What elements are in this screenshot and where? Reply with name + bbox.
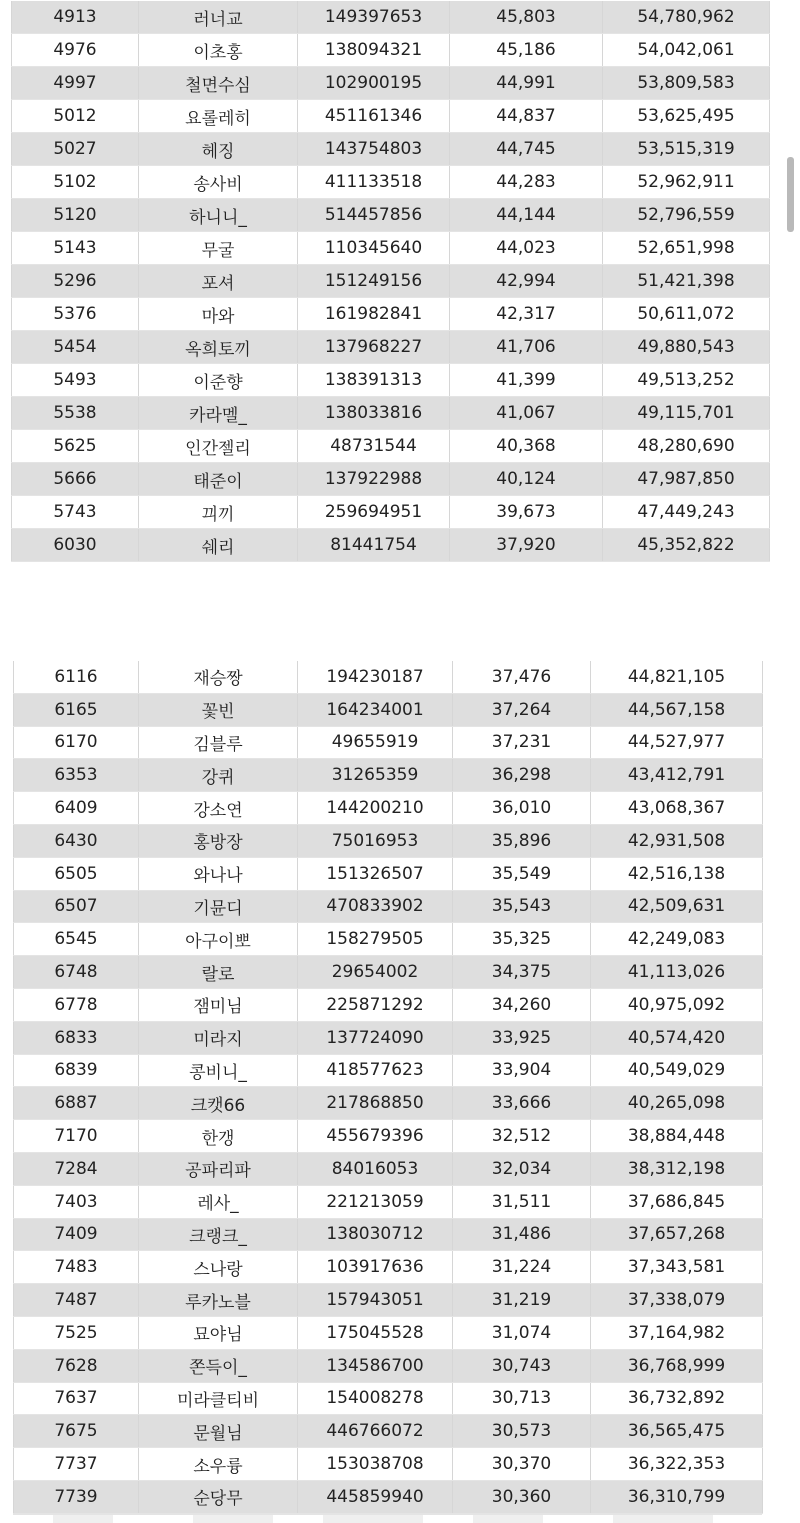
cell-name: 러너교 xyxy=(139,1,298,34)
cell-id: 75016953 xyxy=(298,824,453,857)
table-row xyxy=(14,1382,763,1415)
cell-amount: 51,421,398 xyxy=(603,265,770,298)
cell-id: 137968227 xyxy=(298,331,450,364)
table-row xyxy=(12,265,770,298)
cell-count: 37,231 xyxy=(453,726,591,759)
table-row xyxy=(14,1284,763,1317)
cell-name: 홍방장 xyxy=(139,824,298,857)
cell-name: 하니니_ xyxy=(139,199,298,232)
table-row xyxy=(14,1185,763,1218)
cell-rank: 5625 xyxy=(12,430,139,463)
cell-amount: 37,338,079 xyxy=(591,1284,763,1317)
cell-amount: 53,515,319 xyxy=(603,133,770,166)
table-row xyxy=(14,1480,763,1513)
cell-count: 44,837 xyxy=(450,100,603,133)
cell-name: 인간젤리 xyxy=(139,430,298,463)
cell-count: 35,549 xyxy=(453,857,591,890)
cell-count: 30,370 xyxy=(453,1448,591,1481)
cell-name: 헤징 xyxy=(139,133,298,166)
cell-id: 110345640 xyxy=(298,232,450,265)
cell-rank: 5143 xyxy=(12,232,139,265)
table-row xyxy=(12,67,770,100)
cell-name: 레사_ xyxy=(139,1185,298,1218)
cell-amount: 38,884,448 xyxy=(591,1120,763,1153)
cell-rank: 6505 xyxy=(14,857,139,890)
cell-count: 33,666 xyxy=(453,1087,591,1120)
cell-rank: 5743 xyxy=(12,496,139,529)
cell-count: 37,264 xyxy=(453,693,591,726)
table-row xyxy=(12,397,770,430)
cell-id: 138094321 xyxy=(298,34,450,67)
cell-rank: 6507 xyxy=(14,890,139,923)
cell-count: 34,260 xyxy=(453,988,591,1021)
table-row xyxy=(12,496,770,529)
table-row xyxy=(14,1152,763,1185)
cell-amount: 40,574,420 xyxy=(591,1021,763,1054)
cell-amount: 38,312,198 xyxy=(591,1152,763,1185)
cell-amount: 53,809,583 xyxy=(603,67,770,100)
cell-amount: 43,068,367 xyxy=(591,792,763,825)
table-row xyxy=(12,298,770,331)
cell-amount: 42,931,508 xyxy=(591,824,763,857)
cell-id: 138391313 xyxy=(298,364,450,397)
cell-rank: 7170 xyxy=(14,1120,139,1153)
cell-name: 미라클티비 xyxy=(139,1382,298,1415)
cell-rank: 6165 xyxy=(14,693,139,726)
cell-amount: 53,625,495 xyxy=(603,100,770,133)
table-row xyxy=(14,857,763,890)
ranking-table-top-body xyxy=(12,1,770,562)
cell-rank: 6778 xyxy=(14,988,139,1021)
cell-amount: 36,322,353 xyxy=(591,1448,763,1481)
cell-rank: 7284 xyxy=(14,1152,139,1185)
table-row xyxy=(14,759,763,792)
cell-id: 217868850 xyxy=(298,1087,453,1120)
cell-name: 소우륭 xyxy=(139,1448,298,1481)
cell-rank: 7409 xyxy=(14,1218,139,1251)
cell-count: 41,399 xyxy=(450,364,603,397)
cell-rank: 6170 xyxy=(14,726,139,759)
cell-count: 39,673 xyxy=(450,496,603,529)
cell-id: 411133518 xyxy=(298,166,450,199)
table-row xyxy=(12,232,770,265)
table-row xyxy=(12,166,770,199)
ranking-table-bottom xyxy=(13,661,763,1514)
cell-id: 451161346 xyxy=(298,100,450,133)
cell-count: 42,317 xyxy=(450,298,603,331)
cell-id: 137922988 xyxy=(298,463,450,496)
cell-rank: 7737 xyxy=(14,1448,139,1481)
cell-amount: 48,280,690 xyxy=(603,430,770,463)
cell-count: 44,745 xyxy=(450,133,603,166)
cell-id: 134586700 xyxy=(298,1349,453,1382)
table-row xyxy=(12,133,770,166)
cell-id: 470833902 xyxy=(298,890,453,923)
cell-name: 강퀴 xyxy=(139,759,298,792)
cell-amount: 54,780,962 xyxy=(603,1,770,34)
cell-count: 44,283 xyxy=(450,166,603,199)
cell-id: 153038708 xyxy=(298,1448,453,1481)
cell-id: 143754803 xyxy=(298,133,450,166)
cell-rank: 5538 xyxy=(12,397,139,430)
cell-name: 송사비 xyxy=(139,166,298,199)
cell-count: 33,904 xyxy=(453,1054,591,1087)
table-row xyxy=(14,726,763,759)
cell-amount: 49,513,252 xyxy=(603,364,770,397)
cell-name: 태준이 xyxy=(139,463,298,496)
cell-count: 40,368 xyxy=(450,430,603,463)
cell-name: 옥희토끼 xyxy=(139,331,298,364)
cell-name: 스나랑 xyxy=(139,1251,298,1284)
table-row xyxy=(14,693,763,726)
cell-rank: 4913 xyxy=(12,1,139,34)
table-row xyxy=(14,956,763,989)
cell-id: 154008278 xyxy=(298,1382,453,1415)
table-row xyxy=(14,988,763,1021)
cell-amount: 52,962,911 xyxy=(603,166,770,199)
cell-name: 철면수심 xyxy=(139,67,298,100)
cell-name: 미라지 xyxy=(139,1021,298,1054)
cell-id: 225871292 xyxy=(298,988,453,1021)
table-row xyxy=(14,1120,763,1153)
cell-name: 이준향 xyxy=(139,364,298,397)
cell-rank: 6887 xyxy=(14,1087,139,1120)
cell-id: 418577623 xyxy=(298,1054,453,1087)
cell-id: 144200210 xyxy=(298,792,453,825)
cell-name: 강소연 xyxy=(139,792,298,825)
cell-id: 49655919 xyxy=(298,726,453,759)
cell-id: 81441754 xyxy=(298,529,450,562)
cell-count: 45,803 xyxy=(450,1,603,34)
cell-count: 36,010 xyxy=(453,792,591,825)
cell-name: 한갱 xyxy=(139,1120,298,1153)
cell-rank: 4976 xyxy=(12,34,139,67)
cell-count: 35,896 xyxy=(453,824,591,857)
cell-id: 514457856 xyxy=(298,199,450,232)
cell-id: 161982841 xyxy=(298,298,450,331)
cell-amount: 36,310,799 xyxy=(591,1480,763,1513)
cell-rank: 6839 xyxy=(14,1054,139,1087)
cell-id: 137724090 xyxy=(298,1021,453,1054)
cell-rank: 5666 xyxy=(12,463,139,496)
table-row xyxy=(14,923,763,956)
cell-count: 31,486 xyxy=(453,1218,591,1251)
cell-name: 재승짱 xyxy=(139,661,298,693)
cell-count: 32,034 xyxy=(453,1152,591,1185)
table-row xyxy=(14,1316,763,1349)
table-row xyxy=(12,331,770,364)
ranking-table-top xyxy=(11,1,770,562)
cell-count: 30,743 xyxy=(453,1349,591,1382)
cell-id: 29654002 xyxy=(298,956,453,989)
cell-amount: 37,164,982 xyxy=(591,1316,763,1349)
cell-amount: 41,113,026 xyxy=(591,956,763,989)
cell-count: 34,375 xyxy=(453,956,591,989)
cell-rank: 5454 xyxy=(12,331,139,364)
cell-rank: 7628 xyxy=(14,1349,139,1382)
cell-amount: 49,880,543 xyxy=(603,331,770,364)
cell-name: 마와 xyxy=(139,298,298,331)
cell-id: 221213059 xyxy=(298,1185,453,1218)
cell-amount: 50,611,072 xyxy=(603,298,770,331)
cell-name: 꽃빈 xyxy=(139,693,298,726)
scrollbar-thumb[interactable] xyxy=(787,157,794,232)
cell-id: 455679396 xyxy=(298,1120,453,1153)
cell-rank: 5376 xyxy=(12,298,139,331)
cell-name: 순당무 xyxy=(139,1480,298,1513)
cell-name: 루카노블 xyxy=(139,1284,298,1317)
cell-rank: 7403 xyxy=(14,1185,139,1218)
cell-name: 이초홍 xyxy=(139,34,298,67)
cell-rank: 7637 xyxy=(14,1382,139,1415)
cell-amount: 40,975,092 xyxy=(591,988,763,1021)
cell-amount: 42,249,083 xyxy=(591,923,763,956)
cell-rank: 5012 xyxy=(12,100,139,133)
cell-amount: 36,565,475 xyxy=(591,1415,763,1448)
cell-id: 103917636 xyxy=(298,1251,453,1284)
cell-rank: 5120 xyxy=(12,199,139,232)
ranking-table-bottom-body xyxy=(14,661,763,1513)
table-row xyxy=(12,430,770,463)
cell-id: 138030712 xyxy=(298,1218,453,1251)
cell-rank: 7739 xyxy=(14,1480,139,1513)
cell-name: 묘야님 xyxy=(139,1316,298,1349)
table-row xyxy=(12,34,770,67)
cell-id: 194230187 xyxy=(298,661,453,693)
cell-name: 기뮨디 xyxy=(139,890,298,923)
cell-amount: 47,987,850 xyxy=(603,463,770,496)
cell-amount: 42,509,631 xyxy=(591,890,763,923)
cell-count: 41,706 xyxy=(450,331,603,364)
table-row xyxy=(14,1054,763,1087)
table-row xyxy=(14,1087,763,1120)
cell-amount: 37,343,581 xyxy=(591,1251,763,1284)
cell-count: 31,219 xyxy=(453,1284,591,1317)
table-row xyxy=(12,529,770,562)
cell-amount: 40,549,029 xyxy=(591,1054,763,1087)
cell-amount: 37,657,268 xyxy=(591,1218,763,1251)
cell-name: 잼미님 xyxy=(139,988,298,1021)
cell-count: 31,224 xyxy=(453,1251,591,1284)
cell-amount: 47,449,243 xyxy=(603,496,770,529)
cell-id: 138033816 xyxy=(298,397,450,430)
cell-rank: 7525 xyxy=(14,1316,139,1349)
table-row xyxy=(14,1251,763,1284)
cell-id: 151249156 xyxy=(298,265,450,298)
cell-count: 33,925 xyxy=(453,1021,591,1054)
table-row xyxy=(14,661,763,693)
cell-name: 랄로 xyxy=(139,956,298,989)
cell-count: 35,325 xyxy=(453,923,591,956)
cell-amount: 45,352,822 xyxy=(603,529,770,562)
cell-rank: 5027 xyxy=(12,133,139,166)
cell-id: 158279505 xyxy=(298,923,453,956)
table-row xyxy=(14,1415,763,1448)
cell-count: 44,023 xyxy=(450,232,603,265)
cell-amount: 52,796,559 xyxy=(603,199,770,232)
cell-amount: 44,821,105 xyxy=(591,661,763,693)
cell-amount: 54,042,061 xyxy=(603,34,770,67)
cell-name: 쉐리 xyxy=(139,529,298,562)
cell-name: 포셔 xyxy=(139,265,298,298)
cell-amount: 36,732,892 xyxy=(591,1382,763,1415)
table-row xyxy=(14,1448,763,1481)
cell-amount: 36,768,999 xyxy=(591,1349,763,1382)
table-row xyxy=(14,890,763,923)
cell-count: 35,543 xyxy=(453,890,591,923)
cell-amount: 44,567,158 xyxy=(591,693,763,726)
table-row xyxy=(12,463,770,496)
cell-name: 공파리파 xyxy=(139,1152,298,1185)
cell-rank: 5296 xyxy=(12,265,139,298)
table-row xyxy=(14,1349,763,1382)
cell-count: 44,144 xyxy=(450,199,603,232)
cell-name: 무굴 xyxy=(139,232,298,265)
cell-id: 48731544 xyxy=(298,430,450,463)
cell-name: 크랭크_ xyxy=(139,1218,298,1251)
table-row xyxy=(12,364,770,397)
cell-name: 콩비니_ xyxy=(139,1054,298,1087)
table-row xyxy=(14,824,763,857)
cell-count: 32,512 xyxy=(453,1120,591,1153)
cell-id: 445859940 xyxy=(298,1480,453,1513)
cell-amount: 49,115,701 xyxy=(603,397,770,430)
cell-name: 카라멜_ xyxy=(139,397,298,430)
cell-amount: 44,527,977 xyxy=(591,726,763,759)
cell-name: 끠끼 xyxy=(139,496,298,529)
cell-rank: 5102 xyxy=(12,166,139,199)
table-row xyxy=(12,199,770,232)
cell-count: 45,186 xyxy=(450,34,603,67)
cell-count: 37,920 xyxy=(450,529,603,562)
cell-count: 31,511 xyxy=(453,1185,591,1218)
cell-rank: 7675 xyxy=(14,1415,139,1448)
cell-name: 크캣66 xyxy=(139,1087,298,1120)
cell-rank: 6833 xyxy=(14,1021,139,1054)
cell-count: 40,124 xyxy=(450,463,603,496)
cell-amount: 43,412,791 xyxy=(591,759,763,792)
table-row xyxy=(14,792,763,825)
cell-rank: 6409 xyxy=(14,792,139,825)
cell-amount: 42,516,138 xyxy=(591,857,763,890)
cell-count: 30,573 xyxy=(453,1415,591,1448)
cell-count: 30,360 xyxy=(453,1480,591,1513)
cell-id: 446766072 xyxy=(298,1415,453,1448)
cell-count: 36,298 xyxy=(453,759,591,792)
cell-name: 쫀득이_ xyxy=(139,1349,298,1382)
cell-id: 102900195 xyxy=(298,67,450,100)
cell-id: 84016053 xyxy=(298,1152,453,1185)
cell-id: 175045528 xyxy=(298,1316,453,1349)
cell-name: 요롤레히 xyxy=(139,100,298,133)
cell-rank: 6116 xyxy=(14,661,139,693)
cell-count: 31,074 xyxy=(453,1316,591,1349)
cell-count: 37,476 xyxy=(453,661,591,693)
cell-rank: 6353 xyxy=(14,759,139,792)
cell-rank: 6545 xyxy=(14,923,139,956)
cell-id: 151326507 xyxy=(298,857,453,890)
cell-rank: 5493 xyxy=(12,364,139,397)
table-row xyxy=(14,1218,763,1251)
cell-count: 44,991 xyxy=(450,67,603,100)
cell-count: 42,994 xyxy=(450,265,603,298)
cell-amount: 52,651,998 xyxy=(603,232,770,265)
cell-id: 164234001 xyxy=(298,693,453,726)
cell-name: 아구이뽀 xyxy=(139,923,298,956)
cell-rank: 7483 xyxy=(14,1251,139,1284)
cell-rank: 6748 xyxy=(14,956,139,989)
table-row xyxy=(14,1021,763,1054)
cell-count: 30,713 xyxy=(453,1382,591,1415)
cell-name: 와나나 xyxy=(139,857,298,890)
cell-name: 문월님 xyxy=(139,1415,298,1448)
cell-count: 41,067 xyxy=(450,397,603,430)
cell-id: 259694951 xyxy=(298,496,450,529)
cell-rank: 4997 xyxy=(12,67,139,100)
cell-amount: 37,686,845 xyxy=(591,1185,763,1218)
cell-rank: 7487 xyxy=(14,1284,139,1317)
cell-id: 31265359 xyxy=(298,759,453,792)
cell-amount: 40,265,098 xyxy=(591,1087,763,1120)
cell-rank: 6030 xyxy=(12,529,139,562)
cell-name: 김블루 xyxy=(139,726,298,759)
cell-rank: 6430 xyxy=(14,824,139,857)
cell-id: 157943051 xyxy=(298,1284,453,1317)
cell-id: 149397653 xyxy=(298,1,450,34)
table-row xyxy=(12,1,770,34)
table-row xyxy=(12,100,770,133)
